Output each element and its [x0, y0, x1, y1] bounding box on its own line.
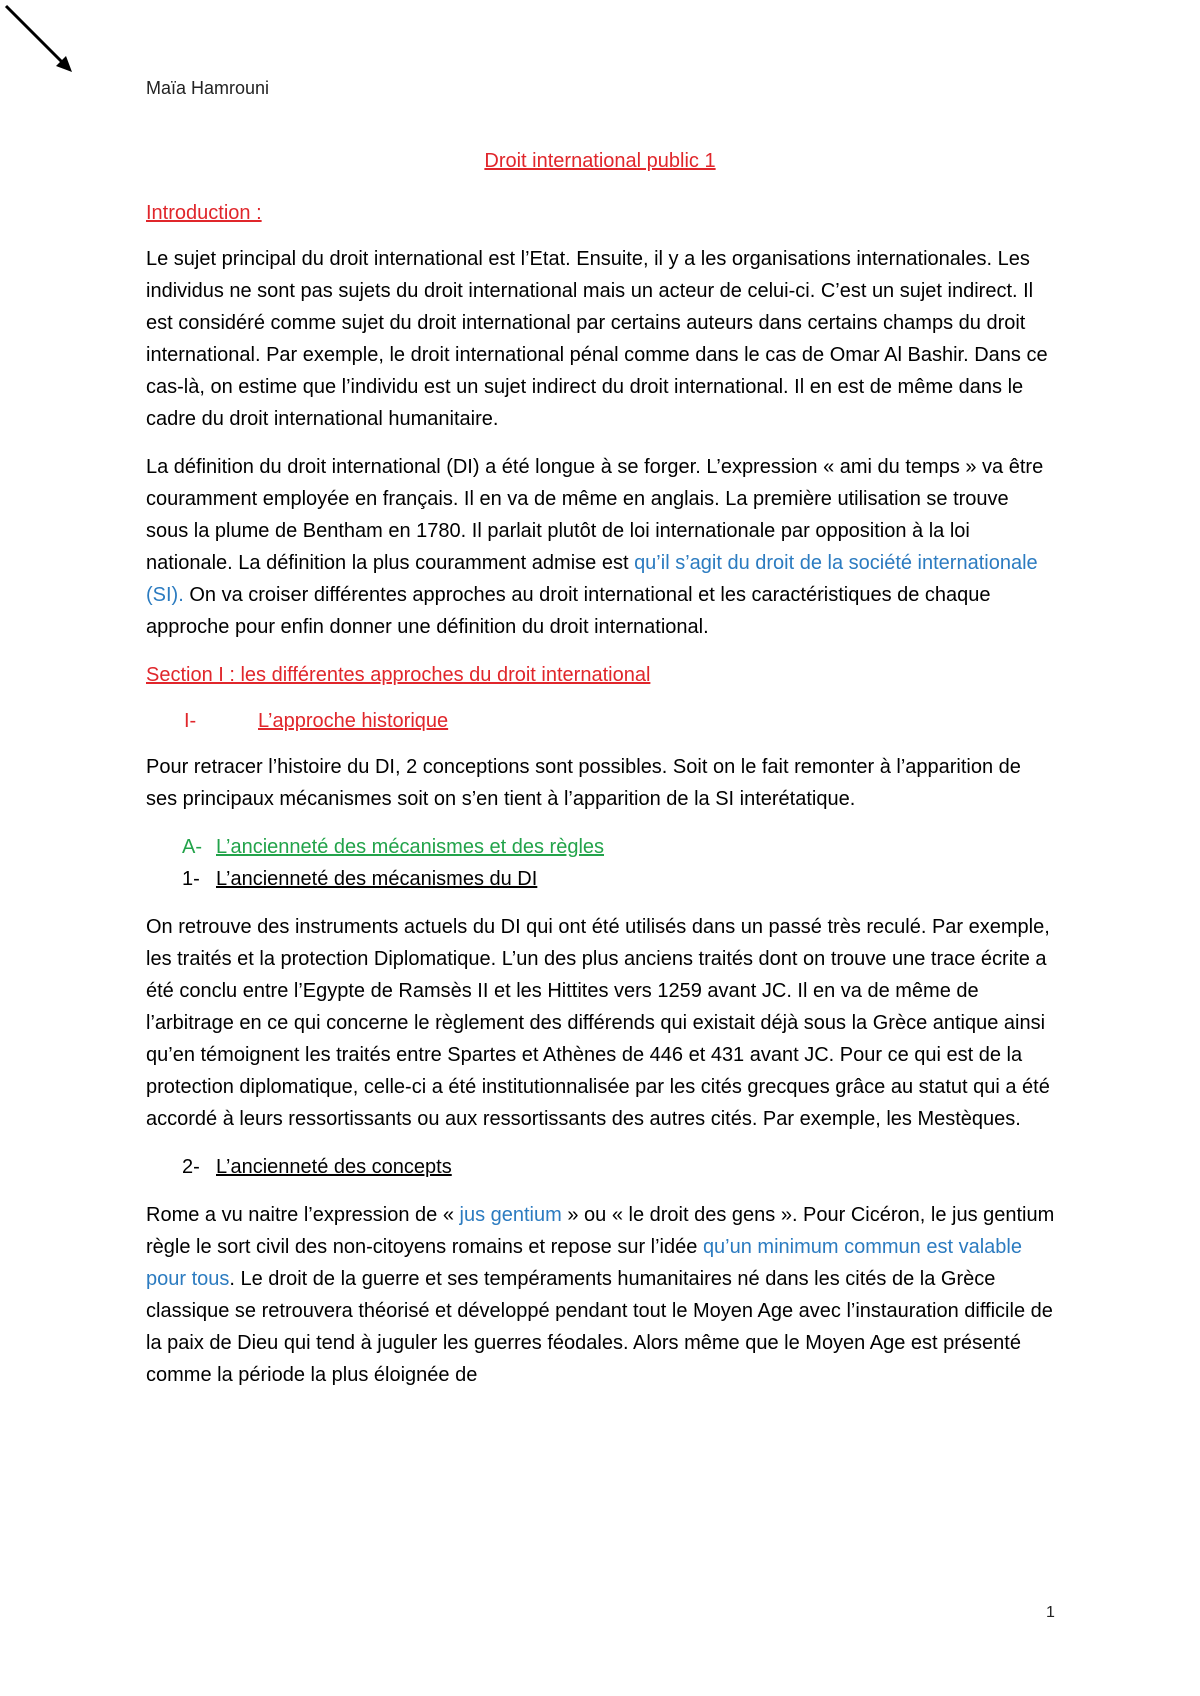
- paragraph-2-text-a: La définition du droit international (DI) a été longue à se forger. L’expression « ami du temps » va être couramment employée en français. Il en va de même en anglais. La première utilisation se trouve sous la plume de Bentham en 1780. Il parlait plutôt de loi internationale par opposition à la loi nationale. La définition la plus couramment admise est: [146, 456, 1044, 574]
- highlighted-jus-gentium: jus gentium: [459, 1204, 562, 1226]
- heading-A: [146, 831, 1056, 863]
- heading-2-text: L’ancienneté des concepts: [216, 1156, 452, 1178]
- heading-roman-I: [146, 705, 1056, 737]
- heading-A-text: L’ancienneté des mécanismes et des règles: [216, 836, 605, 858]
- paragraph-5: [146, 1199, 1056, 1391]
- arrow-annotation-icon: [0, 0, 90, 90]
- paragraph-2-text-b: On va croiser différentes approches au droit international et les caractéristiques de chaque approche pour enfin donner une définition du droit international.: [146, 584, 991, 638]
- heading-2-number: 2-: [182, 1156, 200, 1178]
- paragraph-4: On retrouve des instruments actuels du DI qui ont été utilisés dans un passé très reculé. Par exemple, les traités et la protection Diplomatique. L’un des plus anciens traités dont on trouve une trace écrite a été conclu entre l’Egypte de Ramsès II et les Hittites vers 1259 avant JC. Il en va de même de l’arbitrage en ce qui concerne le règlement des différends qui existait déjà sous la Grèce antique ainsi qu’en témoignent les traités entre Spartes et Athènes de 446 et 431 avant JC. Pour ce qui est de la protection diplomatique, celle-ci a été institutionnalisée par les cités grecques grâce au statut qui a été accordé à leurs ressortissants ou aux ressortissants des autres cités. Par exemple, les Mestèques.: [146, 916, 1050, 1130]
- paragraph-3: Pour retracer l’histoire du DI, 2 conceptions sont possibles. Soit on le fait remonter à l’apparition de ses principaux mécanismes soit on s’en tient à l’apparition de la SI interétatique.: [146, 756, 1021, 810]
- heading-1-number: 1-: [182, 868, 200, 890]
- heading-roman-number: I-: [184, 710, 197, 732]
- highlighted-definition: qu’il s’agit du droit de la société internationale (SI).: [146, 552, 1038, 606]
- document-title: Droit international public 1: [484, 150, 716, 172]
- section-1-heading: Section I : les différentes approches du droit international: [146, 664, 651, 686]
- document-body: [146, 197, 1056, 1407]
- paragraph-5-text-a: Rome a vu naitre l’expression de «: [146, 1204, 460, 1226]
- heading-1-text: L’ancienneté des mécanismes du DI: [216, 868, 538, 890]
- heading-roman-text: L’approche historique: [258, 710, 449, 732]
- paragraph-2: [146, 451, 1056, 643]
- paragraph-1: Le sujet principal du droit international est l’Etat. Ensuite, il y a les organisations internationales. Les individus ne sont pas sujets du droit international mais un acteur de celui-ci. C’est un sujet indirect. Il est considéré comme sujet du droit international par certains auteurs dans certains champs du droit international. Par exemple, le droit international pénal comme dans le cas de Omar Al Bashir. Dans ce cas-là, on estime que l’individu est un sujet indirect du droit international. Il en est de même dans le cadre du droit international humanitaire.: [146, 248, 1048, 430]
- highlighted-minimum-commun: qu’un minimum commun est valable pour tous: [146, 1236, 1022, 1290]
- introduction-heading: Introduction :: [146, 202, 262, 224]
- page-number: 1: [1046, 1604, 1055, 1621]
- heading-A-number: A-: [182, 836, 202, 858]
- author-name: Maïa Hamrouni: [146, 78, 270, 98]
- paragraph-5-text-b: » ou « le droit des gens ». Pour Cicéron, le jus gentium règle le sort civil des non-citoyens romains et repose sur l’idée: [146, 1204, 1055, 1258]
- paragraph-5-text-c: . Le droit de la guerre et ses tempéraments humanitaires né dans les cités de la Grèce classique se retrouvera théorisé et développé pendant tout le Moyen Age avec l’instauration difficile de la paix de Dieu qui tend à juguler les guerres féodales. Alors même que le Moyen Age est présenté comme la période la plus éloignée de: [146, 1268, 1053, 1386]
- heading-2: [146, 1151, 1056, 1183]
- heading-1: [146, 863, 1056, 895]
